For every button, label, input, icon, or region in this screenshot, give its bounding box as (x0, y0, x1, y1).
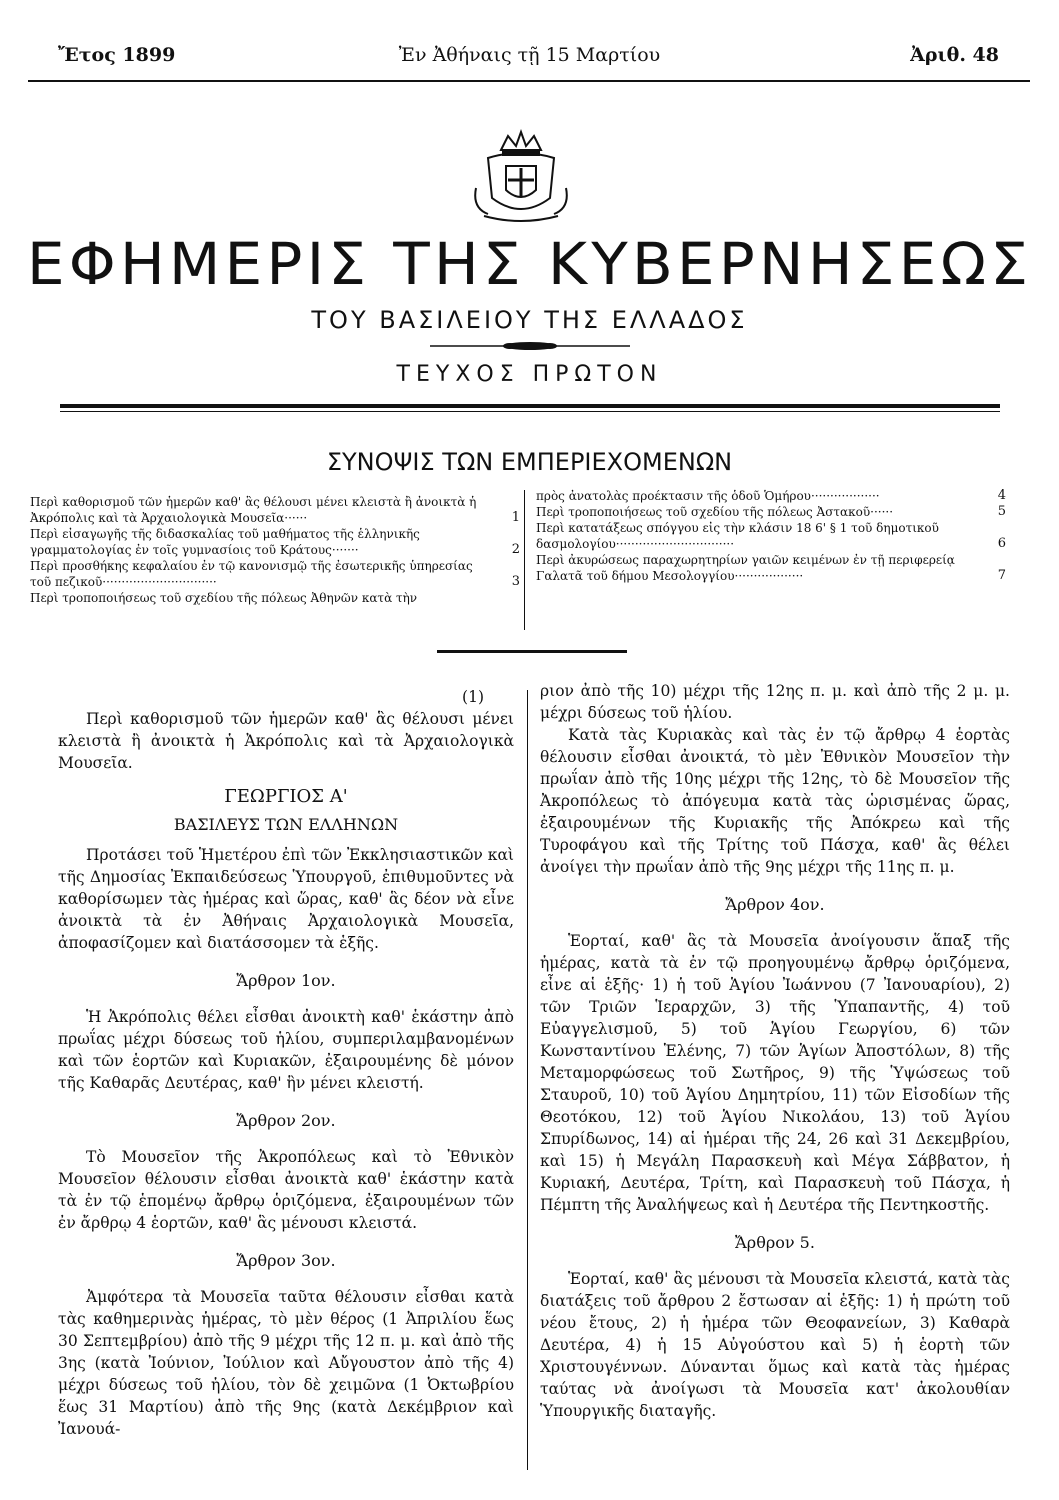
article-3-continuation: ριον ἀπὸ τῆς 10) μέχρι τῆς 12ης π. μ. καὶ ἀπὸ τῆς 2 μ. μ. μέχρι δύσεως τοῦ ἡλίου. (540, 682, 1010, 722)
toc-right-column (536, 488, 1006, 584)
issue-year: Ἔτος 1899 (58, 44, 176, 66)
issue-number: Ἀριθ. 48 (910, 44, 999, 66)
toc-divider (524, 490, 525, 630)
toc-entry: Περὶ κατατάξεως σπόγγου εἰς τὴν κλάσιν 18 6' § 1 τοῦ δημοτικοῦ δασμολογίου······························· 6 (536, 521, 1006, 551)
article-4-title: Ἄρθρον 4ον. (725, 895, 825, 914)
decree-number: (1) (462, 688, 484, 706)
toc-entry: Περὶ ἀκυρώσεως παραχωρητηρίων γαιῶν κειμένων ἐν τῇ περιφερείᾳ Γαλατᾶ τοῦ δήμου Μεσολογγίου·················· 7 (536, 553, 1006, 583)
article-5-title: Ἄρθρον 5. (735, 1233, 815, 1252)
toc-entry: Περὶ προσθήκης κεφαλαίου ἐν τῷ κανονισμῷ τῆς ἐσωτερικῆς ὑπηρεσίας τοῦ πεζικοῦ······························ 3 (30, 559, 520, 589)
article-2-title: Ἄρθρον 2ον. (236, 1111, 336, 1130)
article-1-title: Ἄρθρον 1ον. (236, 971, 336, 990)
issue-date: Ἐν Ἀθήναις τῇ 15 Μαρτίου (398, 44, 661, 66)
toc-entry: Περὶ εἰσαγωγῆς τῆς διδασκαλίας τοῦ μαθήματος τῆς ἑλληνικῆς γραμματολογίας ἐν τοῖς γυμνασίοις τοῦ Κράτους······· 2 (30, 527, 520, 557)
toc-title: ΣΥΝΟΨΙΣ ΤΩΝ ΕΜΠΕΡΙΕΧΟΜΕΝΩΝ (326, 448, 733, 476)
article-4-text: Ἑορταί, καθ' ἃς τὰ Μουσεῖα ἀνοίγουσιν ἅπαξ τῆς ἡμέρας, κατὰ τὰ ἐν τῷ προηγουμένῳ ἄρθρῳ ὁριζόμενα, εἶνε αἱ ἑξῆς· 1) ἡ τοῦ Ἁγίου Ἰωάννου (7 Ἰανουαρίου), 2) τῶν Τριῶν Ἱεραρχῶν, 3) τῆς Ὑπαπαντῆς, 4) τοῦ Εὐαγγελισμοῦ, 5) τοῦ Ἁγίου Γεωργίου, 6) τῶν Κωνσταντίνου Ἑλένης, 7) τῶν Ἁγίων Ἀποστόλων, 8) τῆς Μεταμορφώσεως τοῦ Σωτῆρος, 9) τῆς Ὑψώσεως τοῦ Σταυροῦ, 10) τοῦ Ἁγίου Δημητρίου, 11) τῶν Εἰσοδίων τῆς Θεοτόκου, 12) τοῦ Ἁγίου Νικολάου, 13) τοῦ Ἁγίου Σπυρίδωνος, 14) αἱ ἡμέραι τῆς 24, 26 καὶ 31 Δεκεμβρίου, καὶ 15) ἡ Μεγάλη Παρασκευὴ καὶ Μέγα Σάββατον, ἡ Κυριακή, Δευτέρα, Τρίτη, καὶ Παρασκευὴ τοῦ Πάσχα, ἡ Πέμπτη τῆς Ἀναλήψεως καὶ ἡ Δευτέρα τῆς Πεντηκοστῆς. (540, 932, 1010, 1214)
masthead-subtitle: ΤΟΥ ΒΑΣΙΛΕΙΟΥ ΤΗΣ ΕΛΛΑΔΟΣ (311, 306, 748, 334)
king-name: ΓΕΩΡΓΙΟΣ Α' (224, 786, 348, 807)
toc-left-column (30, 494, 520, 606)
heavy-rule (60, 404, 1000, 408)
decree-subject: Περὶ καθορισμοῦ τῶν ἡμερῶν καθ' ἃς θέλουσι μένει κλειστὰ ἢ ἀνοικτὰ ἡ Ἀκρόπολις καὶ τὰ Ἀρχαιολογικὰ Μουσεῖα. (58, 710, 514, 772)
ornament-divider-icon (430, 340, 630, 352)
article-5-text: Ἑορταί, καθ' ἃς μένουσι τὰ Μουσεῖα κλειστά, κατὰ τὰς διατάξεις τοῦ ἄρθρου 2 ἔστωσαν αἱ ἑξῆς: 1) ἡ πρώτη τοῦ νέου ἔτους, 2) ἡ ἡμέρα τῶν Θεοφανείων, 3) Καθαρὰ Δευτέρα, 4) ἡ 15 Αὐγούστου καὶ 5) ἡ ἑορτὴ τῶν Χριστουγέννων. Δύνανται ὅμως καὶ κατὰ τὰς ἡμέρας ταύτας νὰ ἀνοίγωσι τὰ Μουσεῖα κατ' ἀκολουθίαν Ὑπουργικῆς διαταγῆς. (540, 1270, 1010, 1420)
article-1-text: Ἡ Ἀκρόπολις θέλει εἶσθαι ἀνοικτὴ καθ' ἑκάστην ἀπὸ πρωΐας μέχρι δύσεως τοῦ ἡλίου, συμπεριλαμβανομένων καὶ τῶν ἑορτῶν καὶ Κυριακῶν, ἐξαιρουμένης δὲ μόνον τῆς Καθαρᾶς Δευτέρας, καθ' ἣν μένει κλειστή. (58, 1008, 514, 1092)
preamble: Προτάσει τοῦ Ἡμετέρου ἐπὶ τῶν Ἐκκλησιαστικῶν καὶ τῆς Δημοσίας Ἐκπαιδεύσεως Ὑπουργοῦ, ἐπιθυμοῦντες νὰ καθορίσωμεν τὰς ἡμέρας καὶ ὥρας, καθ' ἃς δέον νὰ εἶνε ἀνοικτὰ τὰ ἐν Ἀθήναις Ἀρχαιολογικὰ Μουσεῖα, ἀποφασίζομεν καὶ διατάσσομεν τὰ ἑξῆς. (58, 846, 514, 952)
right-column (540, 680, 1010, 1422)
toc-entry: πρὸς ἀνατολὰς προέκτασιν τῆς ὁδοῦ Ὁμήρου·················· 4 (536, 488, 1006, 503)
article-2-text: Τὸ Μουσεῖον τῆς Ἀκροπόλεως καὶ τὸ Ἐθνικὸν Μουσεῖον θέλουσιν εἶσθαι ἀνοικτὰ καθ' ἑκάστην κατὰ τὰ ἐν τῷ ἑπομένῳ ἄρθρῳ ὁριζόμενα, ἐξαιρουμένων τῶν ἐν ἄρθρῳ 4 ἑορτῶν, καθ' ἃς μένουσι κλειστά. (58, 1148, 514, 1232)
royal-crest-icon (466, 128, 576, 228)
column-divider (527, 690, 528, 1470)
article-3-sundays: Κατὰ τὰς Κυριακὰς καὶ τὰς ἐν τῷ ἄρθρῳ 4 ἑορτὰς θέλουσιν εἶσθαι ἀνοικτά, τὸ μὲν Ἐθνικὸν Μουσεῖον τὴν πρωΐαν ἀπὸ τῆς 10ης μέχρι τῆς 12ης, τὸ δὲ Μουσεῖον τῆς Ἀκροπόλεως τὸ ἀπόγευμα κατὰ τὰς ὡρισμένας ὥρας, ἐξαιρουμένων τῆς Κυριακῆς τῆς Ἀπόκρεω καὶ τῆς Τυροφάγου καὶ τῆς Τρίτης τοῦ Πάσχα, καθ' ἃς θέλει ἀνοίγει τὴν πρωΐαν ἀπὸ τῆς 9ης μέχρι τῆς 11ης π. μ. (540, 726, 1010, 876)
toc-entry: Περὶ καθορισμοῦ τῶν ἡμερῶν καθ' ἃς θέλουσι μένει κλειστὰ ἢ ἀνοικτὰ ἡ Ἀκρόπολις καὶ τὰ Ἀρχαιολογικὰ Μουσεῖα······ 1 (30, 495, 520, 525)
header-rule (28, 80, 1030, 82)
volume-title: ΤΕΥΧΟΣ ΠΡΩΤΟΝ (396, 362, 663, 387)
left-column (58, 686, 514, 1440)
article-3-title: Ἄρθρον 3ον. (236, 1251, 336, 1270)
article-3-text: Ἀμφότερα τὰ Μουσεῖα ταῦτα θέλουσιν εἶσθαι κατὰ τὰς καθημερινὰς ἡμέρας, τὸ μὲν θέρος (1 Ἀπριλίου ἕως 30 Σεπτεμβρίου) ἀπὸ τῆς 9 μέχρι τῆς 12 π. μ. καὶ ἀπὸ τῆς 3ης (κατὰ Ἰούνιον, Ἰούλιον καὶ Αὔγουστον ἀπὸ τῆς 4) μέχρι δύσεως τοῦ ἡλίου, τὸν δὲ χειμῶνα (1 Ὀκτωβρίου ἕως 31 Μαρτίου) ἀπὸ τῆς 9ης (κατὰ Δεκέμβριον καὶ Ἰανουά- (58, 1288, 514, 1438)
section-rule (437, 650, 627, 653)
masthead-title: ΕΦΗΜΕΡΙΣ ΤΗΣ ΚΥΒΕΡΝΗΣΕΩΣ (26, 230, 1033, 298)
toc-entry: Περὶ τροποποιήσεως τοῦ σχεδίου τῆς πόλεως Ἀθηνῶν κατὰ τὴν (30, 591, 418, 605)
thin-rule (60, 411, 1000, 412)
king-title: ΒΑΣΙΛΕΥΣ ΤΩΝ ΕΛΛΗΝΩΝ (173, 815, 399, 834)
toc-entry: Περὶ τροποποιήσεως τοῦ σχεδίου τῆς πόλεως Ἀστακοῦ······ 5 (536, 504, 1006, 519)
